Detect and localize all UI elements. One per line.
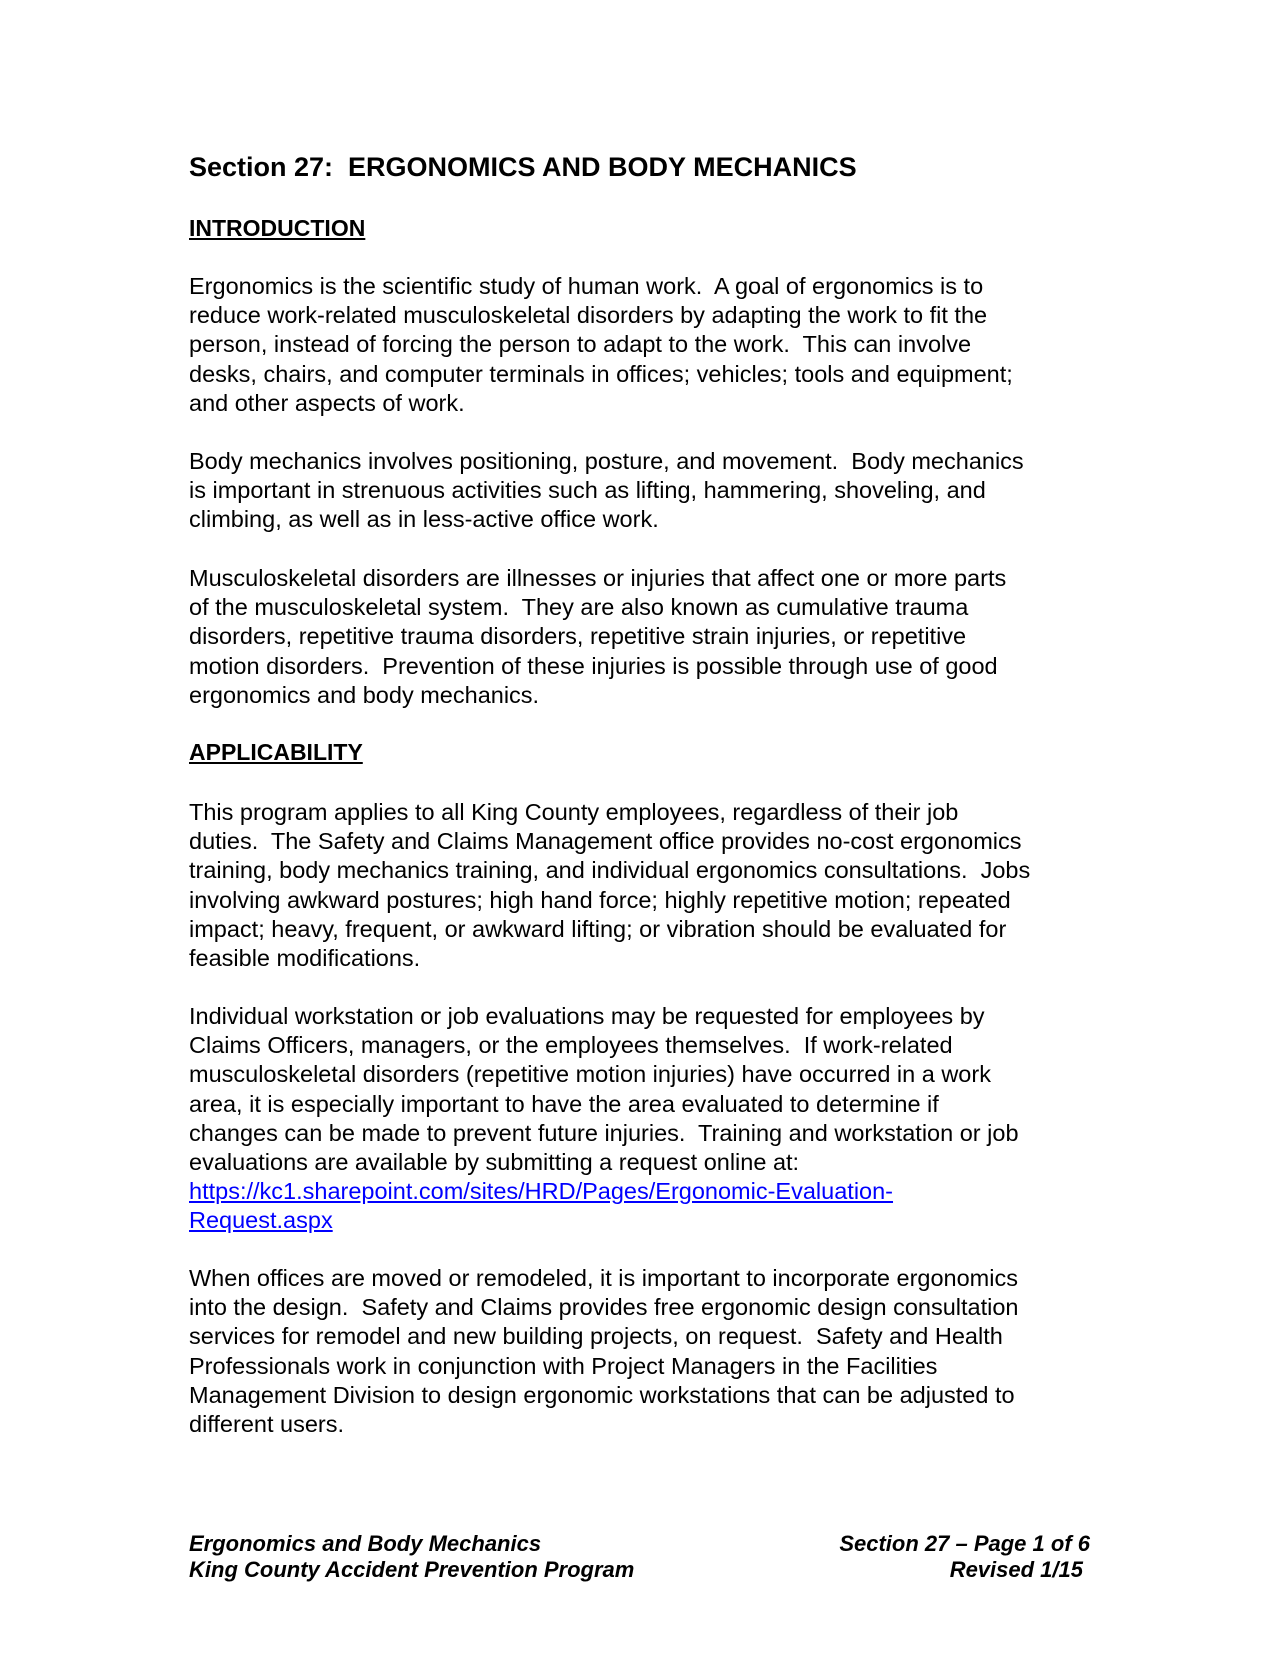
footer-program: King County Accident Prevention Program [189,1557,635,1582]
text-line: Individual workstation or job evaluations may be requested for employees by [189,1003,985,1029]
paragraph [189,564,1006,710]
text-line: Claims Officers, managers, or the employees themselves. If work-related [189,1032,953,1059]
text-line: disorders, repetitive trauma disorders, repetitive strain injuries, or repetitive [189,623,967,650]
footer-page-number: Section 27 – Page 1 of 6 [839,1531,1090,1556]
heading-applicability: APPLICABILITY [189,739,363,765]
text-line: When offices are moved or remodeled, it is important to incorporate ergonomics [189,1265,1018,1291]
paragraph [189,447,1024,535]
text-line: different users. [189,1411,345,1438]
text-line: reduce work-related musculoskeletal disorders by adapting the work to fit the [189,302,988,329]
text-line: area, it is especially important to have the area evaluated to determine if [189,1090,939,1117]
text-line: impact; heavy, frequent, or awkward lifting; or vibration should be evaluated for [189,915,1007,942]
text-line: of the musculoskeletal system. They are also known as cumulative trauma [189,594,969,621]
page-title: Section 27: ERGONOMICS AND BODY MECHANICS [189,152,857,182]
text-line: services for remodel and new building projects, on request. Safety and Health [189,1323,1003,1350]
paragraph [189,798,1030,973]
text-line: Management Division to design ergonomic workstations that can be adjusted to [189,1381,1015,1408]
text-line: person, instead of forcing the person to adapt to the work. This can involve [189,331,972,358]
paragraph [189,272,1013,418]
text-line: Musculoskeletal disorders are illnesses or injuries that affect one or more parts [189,565,1007,591]
text-line: musculoskeletal disorders (repetitive motion injuries) have occurred in a work [189,1061,991,1088]
text-line: evaluations are available by submitting a request online at: [189,1149,800,1176]
text-line: duties. The Safety and Claims Management office provides no-cost ergonomics [189,828,1022,855]
text-line: ergonomics and body mechanics. [189,681,540,708]
text-line: desks, chairs, and computer terminals in offices; vehicles; tools and equipment; [189,360,1013,387]
text-line: motion disorders. Prevention of these injuries is possible through use of good [189,652,998,679]
text-line: is important in strenuous activities such as lifting, hammering, shoveling, and [189,477,986,504]
text-line: feasible modifications. [189,945,421,972]
text-line: changes can be made to prevent future injuries. Training and workstation or job [189,1119,1019,1146]
text-line: and other aspects of work. [189,389,465,416]
footer-revised: Revised 1/15 [949,1557,1083,1582]
text-line: Professionals work in conjunction with Project Managers in the Facilities [189,1352,938,1379]
text-line: training, body mechanics training, and individual ergonomics consultations. Jobs [189,857,1031,884]
text-line: This program applies to all King County employees, regardless of their job [189,799,959,825]
paragraph [189,1002,1019,1177]
footer-title: Ergonomics and Body Mechanics [189,1531,542,1556]
heading-introduction: INTRODUCTION [189,215,366,241]
evaluation-request-link[interactable] [189,1177,893,1235]
link-line: Request.aspx [189,1207,333,1234]
text-line: Body mechanics involves positioning, posture, and movement. Body mechanics [189,448,1024,474]
text-line: into the design. Safety and Claims provides free ergonomic design consultation [189,1294,1019,1321]
link-line: https://kc1.sharepoint.com/sites/HRD/Pages/Ergonomic-Evaluation- [189,1178,894,1204]
text-line: Ergonomics is the scientific study of human work. A goal of ergonomics is to [189,273,984,299]
text-line: climbing, as well as in less-active office work. [189,506,659,533]
text-line: involving awkward postures; high hand force; highly repetitive motion; repeated [189,886,1011,913]
paragraph [189,1264,1019,1439]
